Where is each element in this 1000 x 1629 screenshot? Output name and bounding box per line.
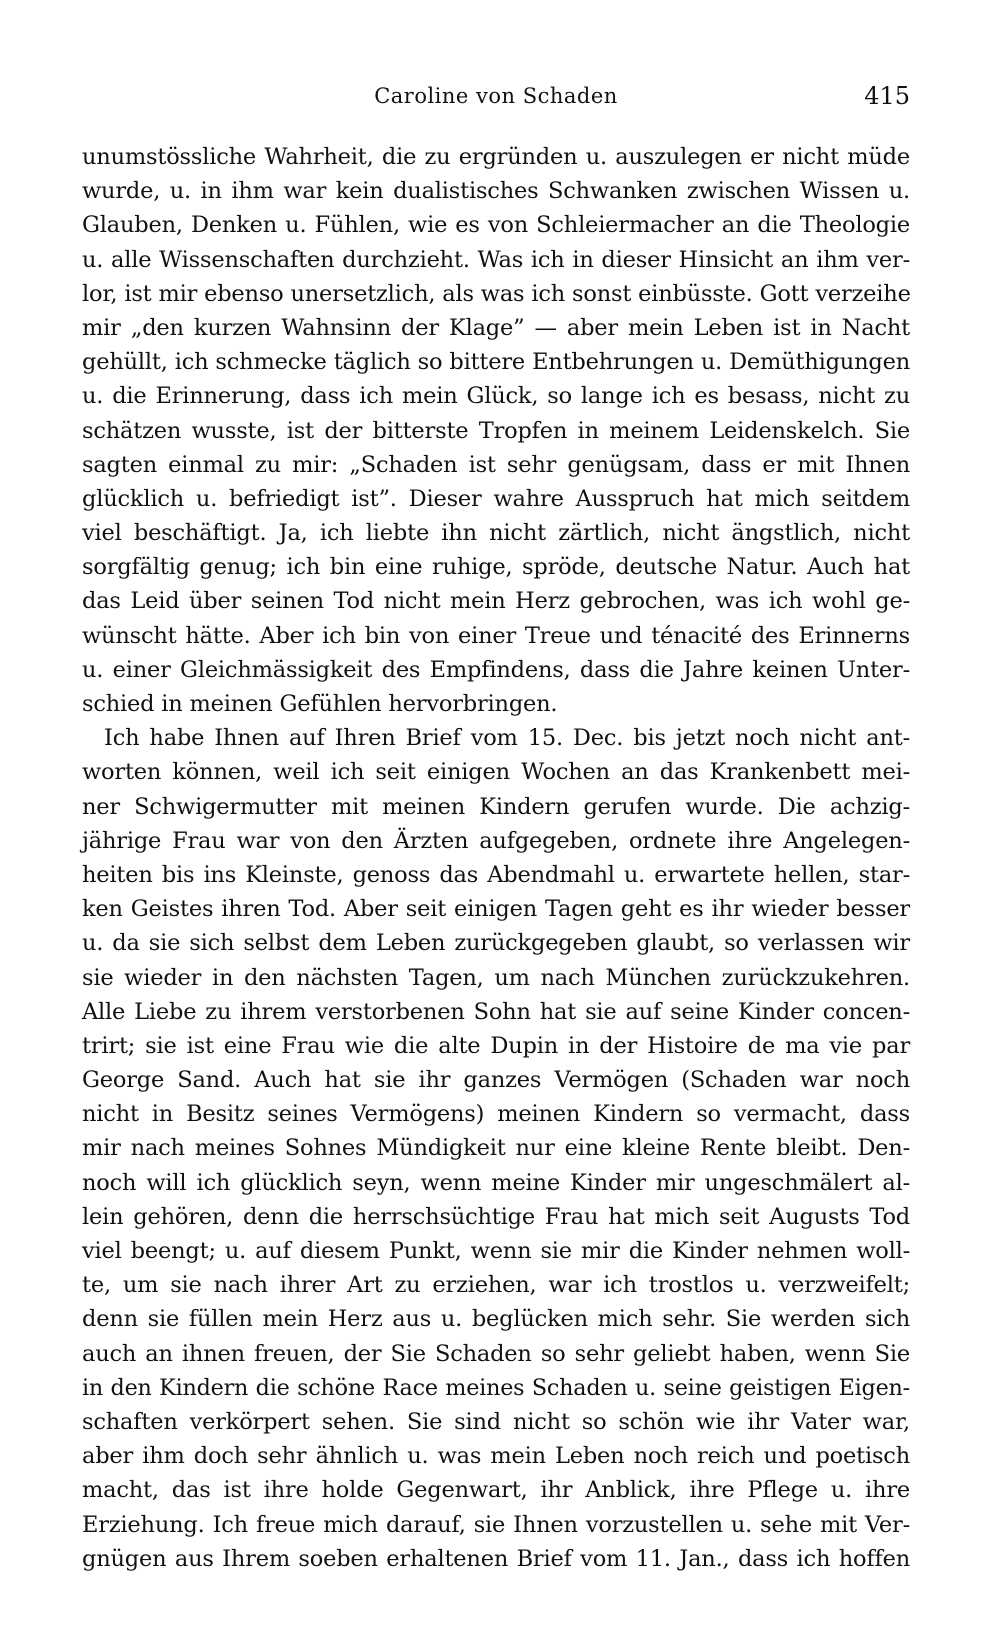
running-header [82, 84, 910, 120]
running-title: Caroline von Schaden [374, 84, 618, 108]
text-line: trirt; sie ist eine Frau wie die alte Dupin in der Histoire de ma vie par [82, 1032, 910, 1059]
text-line: das Leid über seinen Tod nicht mein Herz gebrochen, was ich wohl ge- [82, 588, 910, 615]
text-line: Erziehung. Ich freue mich darauf, sie Ihnen vorzustellen u. sehe mit Ver- [82, 1511, 910, 1538]
text-line: wurde, u. in ihm war kein dualistisches Schwanken zwischen Wissen u. [82, 178, 910, 205]
text-line: macht, das ist ihre holde Gegenwart, ihr Anblick, ihre Pflege u. ihre [82, 1477, 910, 1504]
text-line: jährige Frau war von den Ärzten aufgegeben, ordnete ihre Angelegen- [82, 827, 910, 854]
text-line: ken Geistes ihren Tod. Aber seit einigen Tagen geht es ihr wieder besser [82, 896, 910, 923]
text-line: sie wieder in den nächsten Tagen, um nach München zurückzukehren. [82, 964, 910, 991]
paragraph-start-line: Ich habe Ihnen auf Ihren Brief vom 15. Dec. bis jetzt noch nicht ant- [104, 725, 910, 752]
text-line: denn sie füllen mein Herz aus u. beglücken mich sehr. Sie werden sich [82, 1306, 910, 1333]
text-line: glücklich u. befriedigt ist”. Dieser wahre Ausspruch hat mich seitdem [82, 485, 910, 512]
text-line: nicht in Besitz seines Vermögens) meinen Kindern so vermacht, dass [82, 1101, 910, 1128]
text-line: schaften verkörpert sehen. Sie sind nicht so schön wie ihr Vater war, [82, 1408, 910, 1435]
text-line: gehüllt, ich schmecke täglich so bittere Entbehrungen u. Demüthigungen [82, 349, 910, 376]
text-line: u. einer Gleichmässigkeit des Empfindens, dass die Jahre keinen Unter- [82, 656, 910, 683]
body-text [82, 140, 910, 1576]
text-line: unumstössliche Wahrheit, die zu ergründen u. auszulegen er nicht müde [82, 144, 910, 170]
text-line: in den Kindern die schöne Race meines Schaden u. seine geistigen Eigen- [82, 1374, 910, 1401]
text-line: gnügen aus Ihrem soeben erhaltenen Brief vom 11. Jan., dass ich hoffen [82, 1545, 910, 1572]
text-line: sorgfältig genug; ich bin eine ruhige, spröde, deutsche Natur. Auch hat [82, 554, 910, 581]
text-line: viel beschäftigt. Ja, ich liebte ihn nicht zärtlich, nicht ängstlich, nicht [82, 520, 910, 547]
paragraph-end-line: schied in meinen Gefühlen hervorbringen. [82, 691, 558, 717]
text-line: aber ihm doch sehr ähnlich u. was mein Leben noch reich und poetisch [82, 1443, 910, 1470]
text-line: ner Schwigermutter mit meinen Kindern gerufen wurde. Die achzig- [82, 793, 910, 820]
text-line: mir „den kurzen Wahnsinn der Klage” — aber mein Leben ist in Nacht [82, 314, 910, 341]
text-line: wünscht hätte. Aber ich bin von einer Treue und ténacité des Erinnerns [82, 622, 910, 649]
text-line: Alle Liebe zu ihrem verstorbenen Sohn hat sie auf seine Kinder concen- [82, 998, 910, 1025]
text-line: Glauben, Denken u. Fühlen, wie es von Schleiermacher an die Theologie [82, 212, 910, 239]
text-line: auch an ihnen freuen, der Sie Schaden so sehr geliebt haben, wenn Sie [82, 1340, 910, 1367]
text-line: u. die Erinnerung, dass ich mein Glück, so lange ich es besass, nicht zu [82, 383, 910, 410]
text-line: noch will ich glücklich seyn, wenn meine Kinder mir ungeschmälert al- [82, 1169, 910, 1196]
text-line: viel beengt; u. auf diesem Punkt, wenn sie mir die Kinder nehmen woll- [82, 1238, 910, 1264]
text-line: worten können, weil ich seit einigen Wochen an das Krankenbett mei- [82, 759, 910, 786]
text-line: heiten bis ins Kleinste, genoss das Abendmahl u. erwartete hellen, star- [82, 861, 910, 888]
page-number: 415 [864, 82, 910, 110]
text-line: lein gehören, denn die herrschsüchtige Frau hat mich seit Augusts Tod [82, 1203, 910, 1230]
text-line: sagten einmal zu mir: „Schaden ist sehr genügsam, dass er mit Ihnen [82, 451, 910, 478]
text-line: George Sand. Auch hat sie ihr ganzes Vermögen (Schaden war noch [82, 1067, 910, 1094]
text-line: schätzen wusste, ist der bitterste Tropfen in meinem Leidenskelch. Sie [82, 417, 910, 444]
text-line: u. alle Wissenschaften durchzieht. Was ich in dieser Hinsicht an ihm ver- [82, 246, 910, 273]
text-line: mir nach meines Sohnes Mündigkeit nur eine kleine Rente bleibt. Den- [82, 1135, 910, 1162]
text-line: u. da sie sich selbst dem Leben zurückgegeben glaubt, so verlassen wir [82, 930, 910, 957]
text-line: lor, ist mir ebenso unersetzlich, als was ich sonst einbüsste. Gott verzeihe [82, 280, 911, 307]
text-line: te, um sie nach ihrer Art zu erziehen, war ich trostlos u. verzweifelt; [82, 1272, 910, 1299]
